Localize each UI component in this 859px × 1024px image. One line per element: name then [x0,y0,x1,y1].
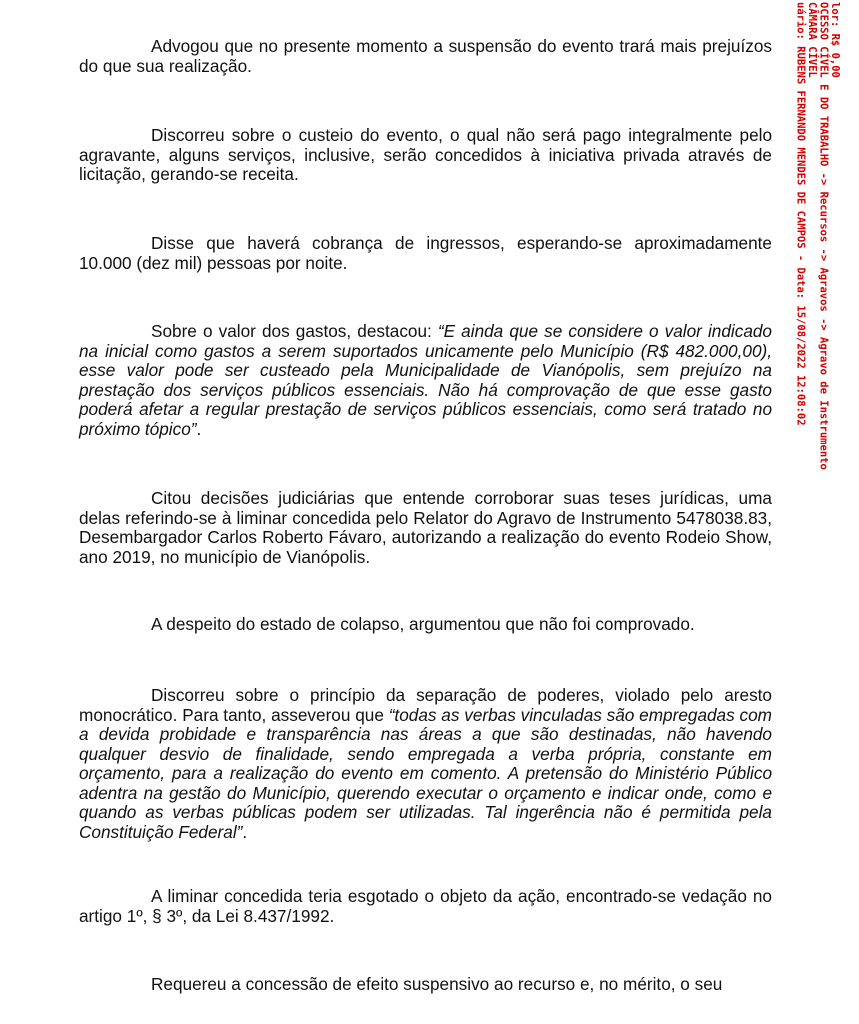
stamp-line-value: lor: R$ 0,00 [829,2,841,78]
paragraph-text: Discorreu sobre o princípio da separação de poderes, violado pelo aresto monocrático. Para tanto, asseverou que [79,685,772,725]
paragraph-4 [79,322,772,439]
paragraph-3 [79,234,772,273]
paragraph-text: Advogou que no presente momento a suspensão do evento trará mais prejuízos do que sua realização. [79,36,772,76]
paragraph-text: Citou decisões judiciárias que entende corroborar suas teses jurídicas, uma delas referindo-se à liminar concedida pelo Relator do Agravo de Instrumento 5478038.83, Desembargador Carlos Roberto Fávaro, autorizando a realização do evento Rodeio Show, ano 2019, no município de Vianópolis. [79,488,772,567]
paragraph-text: . [196,418,202,439]
paragraph-6 [79,615,772,635]
paragraph-1 [79,37,772,76]
electronic-signature-stamp [794,2,840,470]
paragraph-2 [79,126,772,185]
paragraph-text: Disse que haverá cobrança de ingressos, esperando-se aproximadamente 10.000 (dez mil) pessoas por noite. [79,233,772,273]
stamp-line-user-date: uário: RUBENS FERNANDO MENDES DE CAMPOS - Data: 15/08/2022 12:08:02 [794,2,807,426]
quoted-text: “E ainda que se considere o valor indicado na inicial como gastos a serem suportados unicamente pelo Município (R$ 482.000,00), esse valor pode ser custeado pela Municipalidade de Vianópolis, sem prejuízo na prestação dos serviços públicos essenciais. Não há comprovação de que esse gasto poderá afetar a regular prestação de serviços públicos essenciais, como será tratado no próximo tópico” [79,321,772,439]
paragraph-text: A liminar concedida teria esgotado o objeto da ação, encontrado-se vedação no artigo 1º, § 3º, da Lei 8.437/1992. [79,886,772,926]
paragraph-8 [79,887,772,926]
paragraph-7 [79,686,772,842]
paragraph-text: A despeito do estado de colapso, argumentou que não foi comprovado. [151,614,695,634]
paragraph-text: Sobre o valor dos gastos, destacou: [151,321,438,341]
paragraph-text: Discorreu sobre o custeio do evento, o qual não será pago integralmente pelo agravante, alguns serviços, inclusive, serão concedidos à iniciativa privada através de licitação, gerando-se receita. [79,125,772,184]
paragraph-9 [79,975,772,995]
stamp-line-chamber: CÂMARA CÍVEL [806,2,818,78]
paragraph-text: Requereu a concessão de efeito suspensivo ao recurso e, no mérito, o seu [151,974,723,994]
quoted-text: “todas as verbas vinculadas são empregadas com a devida probidade e transparência nas áreas a que são destinadas, não havendo qualquer desvio de finalidade, sendo empregada a verba própria, constante em orçamento, para a realização do evento em comento. A pretensão do Ministério Público adentra na gestão do Município, querendo executar o orçamento e indicar onde, como e quando as verbas públicas podem ser utilizadas. Tal ingerência não é permitida pela Constituição Federal” [79,704,772,842]
paragraph-text: . [242,821,248,842]
stamp-line-process: OCESSO CÍVEL E DO TRABALHO -> Recursos -> Agravos -> Agravo de Instrumento [817,2,830,470]
paragraph-5 [79,489,772,567]
